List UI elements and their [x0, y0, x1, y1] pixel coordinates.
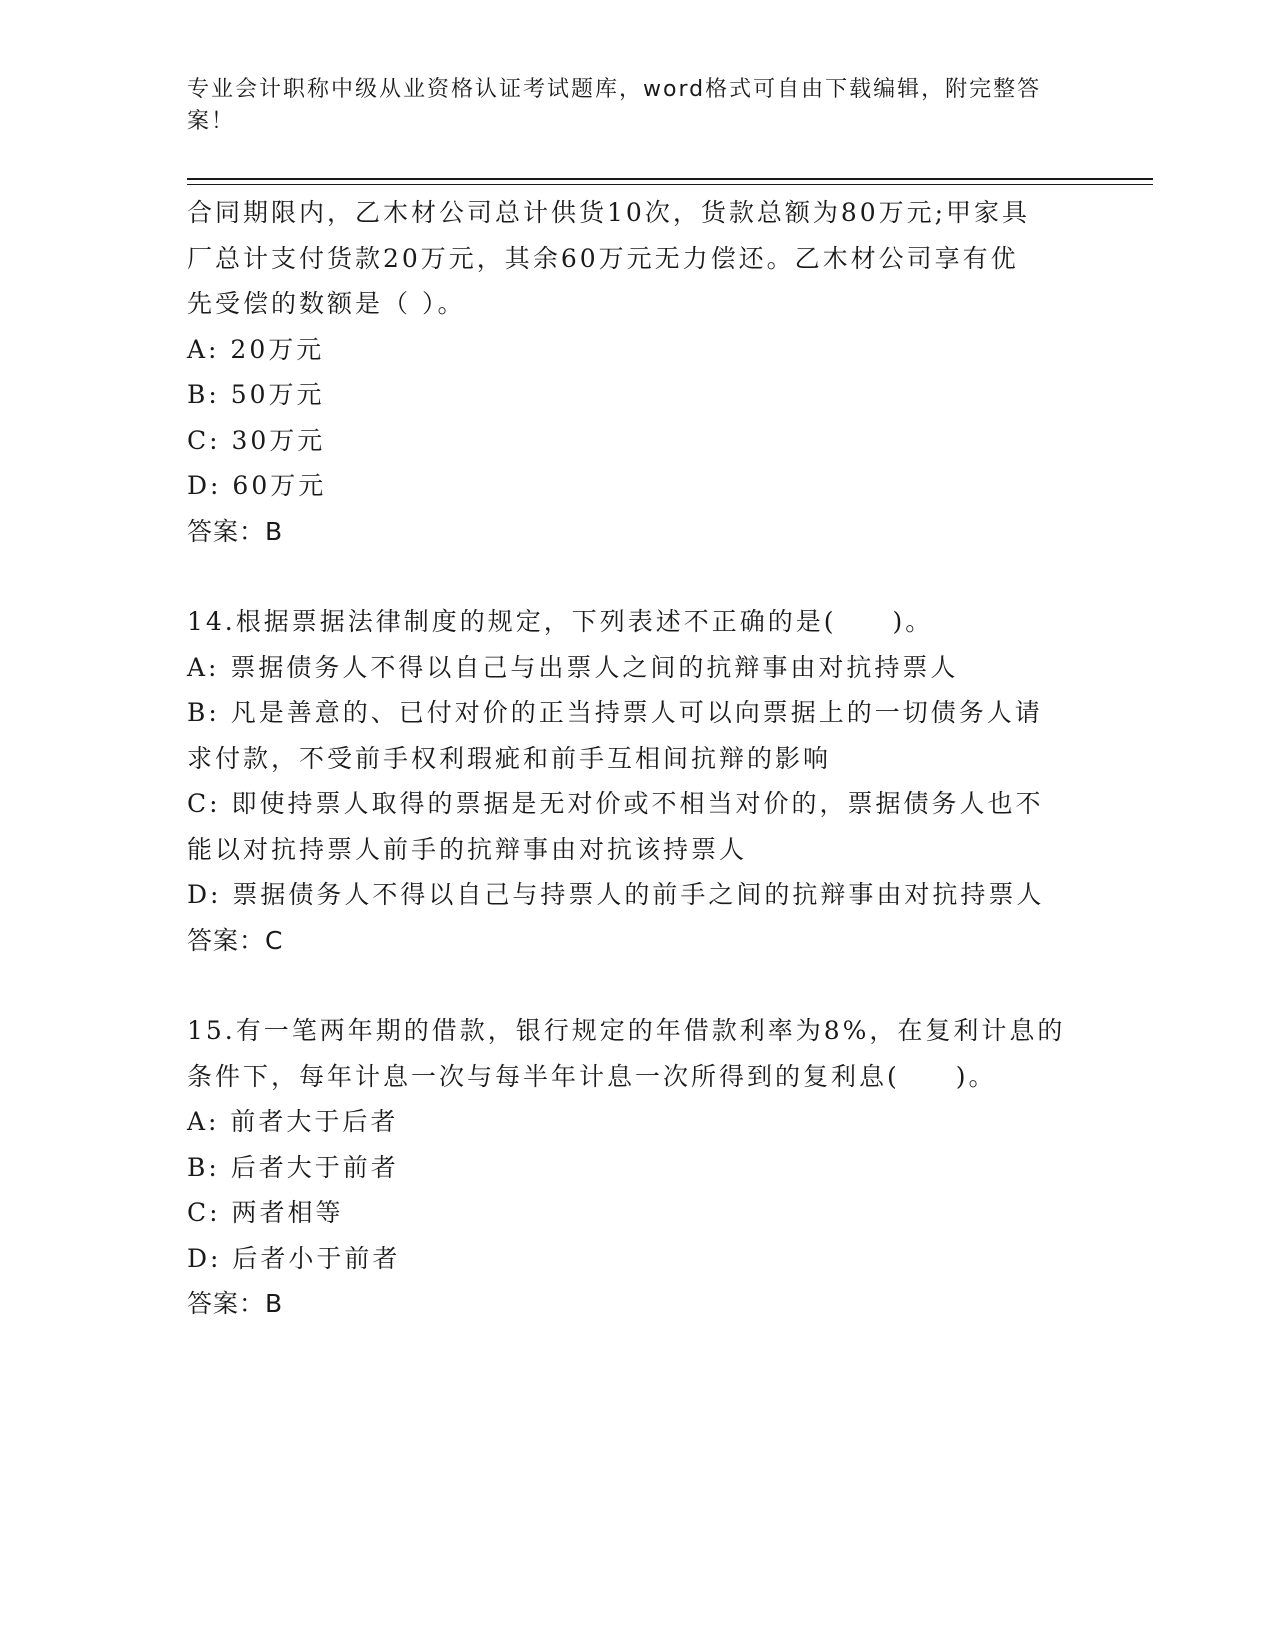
- answer-line: 答案：C: [187, 925, 284, 955]
- option-b-continued: 求付款，不受前手权利瑕疵和前手互相间抗辩的影响: [187, 743, 832, 773]
- question-stem-line: 合同期限内，乙木材公司总计供货10次，货款总额为80万元;甲家具: [187, 198, 1031, 227]
- option-b: B: 凡是善意的、已付对价的正当持票人可以向票据上的一切债务人请: [187, 698, 1043, 727]
- answer-line: 答案：B: [187, 1289, 284, 1318]
- question-block: [187, 1008, 1087, 1327]
- question-stem-line: 先受偿的数额是（ ）。: [187, 289, 466, 318]
- document-header: 专业会计职称中级从业资格认证考试题库，word格式可自由下载编辑，附完整答案！: [187, 77, 1042, 134]
- question-stem-line: 厂总计支付货款20万元，其余60万元无力偿还。乙木材公司享有优: [187, 243, 1019, 273]
- question-stem-line: 14.根据票据法律制度的规定，下列表述不正确的是( )。: [187, 607, 934, 636]
- header-divider-thick: [187, 178, 1153, 180]
- question-spacer: [187, 963, 1087, 1008]
- option-c-continued: 能以对抗持票人前手的抗辩事由对抗该持票人: [187, 834, 748, 864]
- question-block: [187, 190, 1087, 554]
- option-c: C: 即使持票人取得的票据是无对价或不相当对价的，票据债务人也不: [187, 789, 1044, 818]
- option-a: A: 前者大于后者: [187, 1107, 399, 1136]
- option-b: B: 后者大于前者: [187, 1152, 399, 1182]
- question-list: [187, 190, 1087, 1327]
- header-divider-thin: [187, 184, 1153, 185]
- option-c: C: 两者相等: [187, 1198, 344, 1227]
- option-d: D: 票据债务人不得以自己与持票人的前手之间的抗辩事由对抗持票人: [187, 880, 1045, 909]
- option-c: C: 30万元: [187, 425, 326, 455]
- option-a: A: 票据债务人不得以自己与出票人之间的抗辩事由对抗持票人: [187, 652, 959, 682]
- option-d: D: 后者小于前者: [187, 1243, 401, 1273]
- option-b: B: 50万元: [187, 380, 325, 409]
- option-d: D: 60万元: [187, 471, 327, 500]
- option-a: A: 20万元: [187, 334, 325, 364]
- question-stem-line: 条件下，每年计息一次与每半年计息一次所得到的复利息( )。: [187, 1061, 997, 1091]
- answer-line: 答案：B: [187, 516, 284, 546]
- question-spacer: [187, 554, 1087, 599]
- question-stem-line: 15.有一笔两年期的借款，银行规定的年借款利率为8%，在复利计息的: [187, 1016, 1066, 1045]
- question-block: [187, 599, 1087, 963]
